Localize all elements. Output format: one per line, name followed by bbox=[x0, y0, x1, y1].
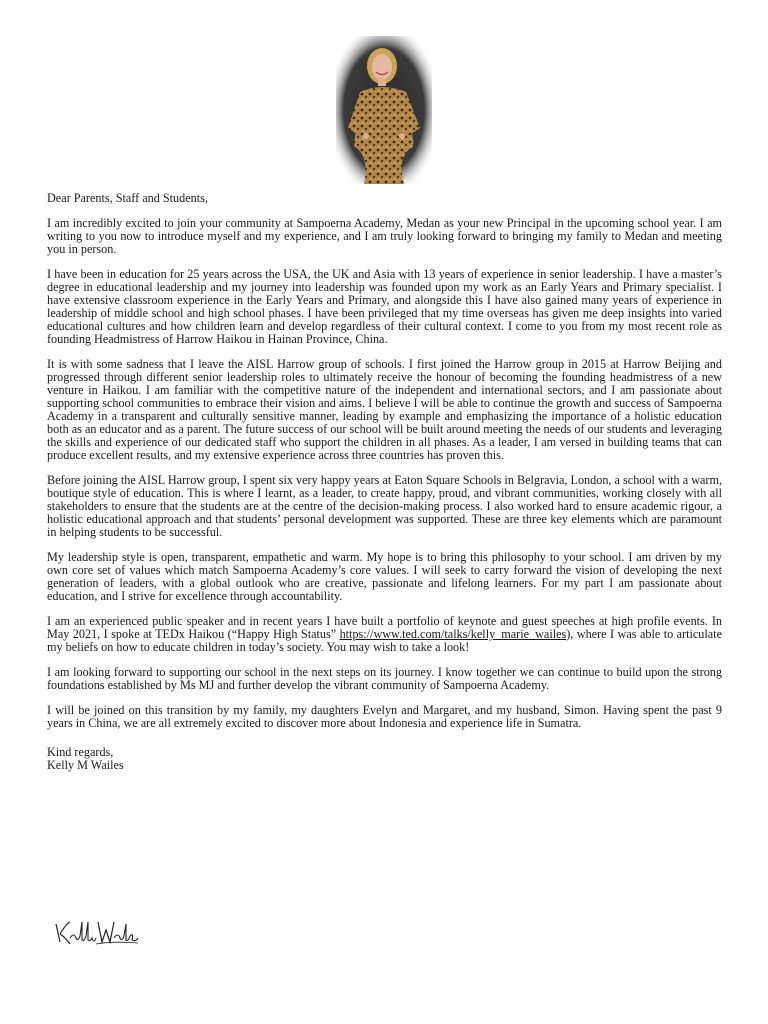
speaking-text-before: I am an experienced public speaker and in recent years I have built a portfolio of keynote and guest speeches at high profile events. In May 2021, I spoke at TEDx Haikou (“Happy High Status” bbox=[47, 614, 722, 641]
portrait-image bbox=[336, 36, 432, 184]
paragraph-experience: I have been in education for 25 years across the USA, the UK and Asia with 13 years of experience in senior leadership. I have a master’s degree in educational leadership and my journey into leadership was founded upon my work as an Early Years and Primary specialist. I have extensive classroom experience in the Early Years and Primary, and alongside this I have also gained many years of experience in leadership of middle school and high school phases. I have been privileged that my time overseas has given me deep insights into varied educational cultures and how children learn and develop regardless of their cultural context. I come to you from my most recent role as founding Headmistress of Harrow Haikou in Hainan Province, China. bbox=[47, 267, 722, 346]
sender-name: Kelly M Wailes bbox=[47, 758, 124, 772]
paragraph-intro: I am incredibly excited to join your community at Sampoerna Academy, Medan as your new Principal in the upcoming school year. I am writing to you now to introduce myself and my experience, and I am truly looking forward to bringing my family to Medan and meeting you in person. bbox=[47, 216, 722, 256]
paragraph-public-speaking bbox=[47, 615, 722, 654]
letter-body bbox=[47, 192, 722, 772]
principal-portrait bbox=[336, 36, 432, 184]
signature-image bbox=[52, 914, 142, 950]
closing: Kind regards, bbox=[47, 745, 114, 759]
paragraph-next-steps: I am looking forward to supporting our school in the next steps on its journey. I know together we can continue to build upon the strong foundations established by Ms MJ and further develop the vibrant community of Sampoerna Academy. bbox=[47, 665, 722, 692]
speaking-text-after: ), where I was able to articulate my beliefs on how to educate children in today’s society. You may wish to take a look! bbox=[47, 627, 722, 654]
paragraph-eaton-square: Before joining the AISL Harrow group, I spent six very happy years at Eaton Square Schools in Belgravia, London, a school with a warm, boutique style of education. This is where I learnt, as a leader, to create happy, proud, and vibrant communities, working closely with all stakeholders to ensure that the students are at the centre of the decision-making process. I also worked hard to ensure academic rigour, a holistic educational approach and that students’ personal development was supported. These are three key elements which are paramount in helping students to be successful. bbox=[47, 473, 722, 539]
ted-talk-link[interactable]: https://www.ted.com/talks/kelly_marie_wailes bbox=[339, 627, 567, 641]
sign-off bbox=[47, 746, 722, 772]
paragraph-harrow: It is with some sadness that I leave the AISL Harrow group of schools. I first joined the Harrow group in 2015 at Harrow Beijing and progressed through different senior leadership roles to ultimately receive the honour of becoming the founding headmistress of a new venture in Haikou. I am familiar with the competitive nature of the independent and international sectors, and I am passionate about supporting school communities to embrace their vision and aims. I believe I will be able to continue the growth and success of Sampoerna Academy in a transparent and culturally sensitive manner, leading by example and emphasizing the importance of a holistic education both as an educator and as a parent. The future success of our school will be built around meeting the needs of our students and leveraging the skills and experience of our dedicated staff who support the children in all phases. As a leader, I am versed in building teams that can produce excellent results, and my extensive experience across three countries has proven this. bbox=[47, 357, 722, 462]
paragraph-leadership-style: My leadership style is open, transparent, empathetic and warm. My hope is to bring this philosophy to your school. I am driven by my own core set of values which match Sampoerna Academy’s core values. I will seek to carry forward the vision of developing the next generation of leaders, with a global outlook who are creative, passionate and lifelong learners. For my part I am passionate about education, and I strive for excellence through accountability. bbox=[47, 550, 722, 603]
handwritten-signature bbox=[52, 914, 142, 950]
paragraph-family: I will be joined on this transition by my family, my daughters Evelyn and Margaret, and my husband, Simon. Having spent the past 9 years in China, we are all extremely excited to discover more about Indonesia and experience life in Sumatra. bbox=[47, 703, 722, 730]
salutation: Dear Parents, Staff and Students, bbox=[47, 191, 208, 205]
